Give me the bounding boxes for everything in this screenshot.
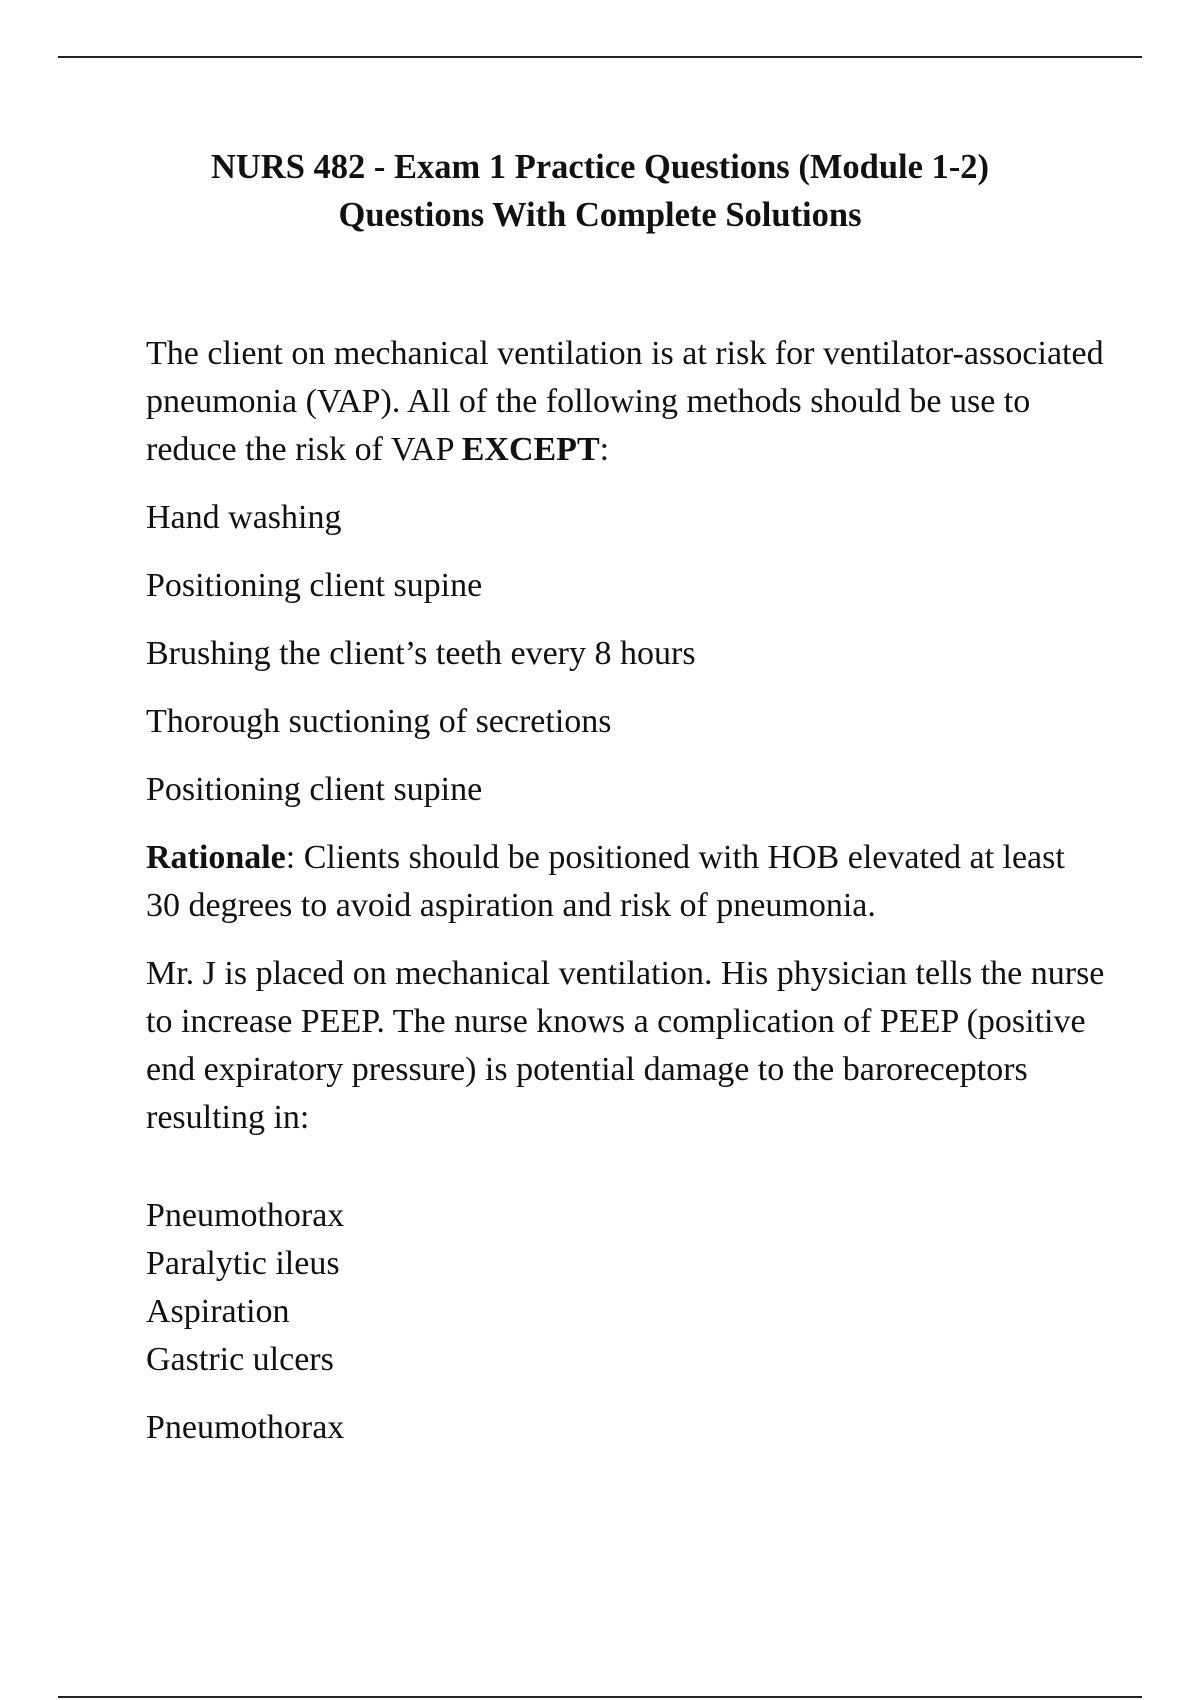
question-2-prompt: Mr. J is placed on mechanical ventilation. His physician tells the nurse to increase PEEP. The nurse knows a complication of PEEP (positive end expiratory pressure) is potential damage to the baroreceptors resulting in:	[146, 955, 1105, 1136]
question-1-option-a: Hand washing	[146, 499, 342, 536]
title-line-2: Questions With Complete Solutions	[338, 196, 862, 234]
title-line-1: NURS 482 - Exam 1 Practice Questions (Module 1-2)	[210, 148, 990, 186]
question-1-option-d: Thorough suctioning of secretions	[146, 703, 612, 740]
question-2-option-d: Gastric ulcers	[146, 1341, 334, 1378]
question-1-prompt-text: The client on mechanical ventilation is at risk for ventilator-associated pneumonia (VAP). All of the following methods should be use to reduce the risk of VAP	[146, 335, 1104, 468]
question-1-option-b: Positioning client supine	[146, 567, 483, 604]
question-2-option-c: Aspiration	[146, 1293, 290, 1330]
rationale-label: Rationale	[146, 839, 286, 876]
document-body	[146, 330, 1106, 1452]
question-1-emphasis: EXCEPT	[461, 431, 600, 468]
question-2-option-a: Pneumothorax	[146, 1197, 345, 1234]
rationale-text: : Clients should be positioned with HOB elevated at least 30 degrees to avoid aspiration and risk of pneumonia.	[146, 839, 1065, 924]
footer-rule	[58, 1696, 1142, 1698]
question-1-prompt-end: :	[599, 431, 610, 468]
question-1-option-c: Brushing the client’s teeth every 8 hours	[146, 635, 696, 672]
question-1-rationale	[146, 834, 1106, 930]
question-2-answer: Pneumothorax	[146, 1409, 345, 1446]
document-title	[0, 143, 1200, 239]
question-2-option-b: Paralytic ileus	[146, 1245, 340, 1282]
question-1-answer: Positioning client supine	[146, 771, 483, 808]
header-rule	[58, 56, 1142, 58]
question-1-prompt	[146, 330, 1106, 474]
